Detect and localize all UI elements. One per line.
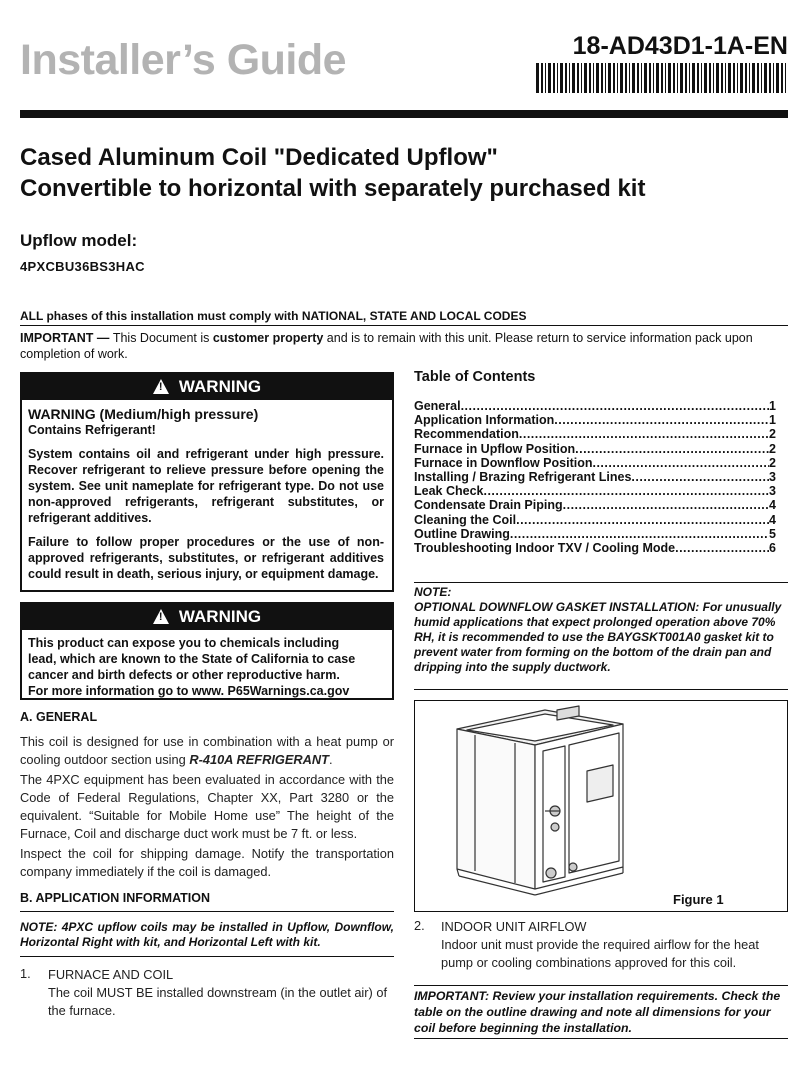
barcode-bar (593, 63, 594, 93)
important-text-2: and is to remain with this unit. Please return to service information pack upon completion of work. (20, 331, 753, 361)
cased-coil-illustration (415, 701, 787, 911)
refrigerant-type: R-410A REFRIGERANT (189, 752, 329, 767)
toc-entry-page: 2 (769, 455, 776, 470)
barcode-bar (692, 63, 695, 93)
toc-leader-dots (461, 399, 769, 413)
barcode-bar (716, 63, 719, 93)
barcode-bar (541, 63, 543, 93)
toc-leader-dots (554, 413, 769, 427)
barcode-bar (680, 63, 683, 93)
downflow-note-label: NOTE: (414, 585, 452, 599)
barcode-bar (553, 63, 555, 93)
barcode-bar (737, 63, 738, 93)
toc-entry (414, 456, 776, 470)
pressure-warning-box (20, 372, 394, 592)
warning-subtitle: Contains Refrigerant! (28, 423, 156, 437)
toc-entry-label: Installing / Brazing Refrigerant Lines (414, 470, 632, 485)
item-1-title: FURNACE AND COIL (48, 967, 174, 982)
item-2-title: INDOOR UNIT AIRFLOW (441, 919, 587, 934)
barcode-bar (761, 63, 762, 93)
section-b-heading: B. APPLICATION INFORMATION (20, 891, 211, 905)
section-a-heading: A. GENERAL (20, 710, 98, 724)
important-notice (20, 330, 788, 362)
toc-leader-dots (675, 541, 769, 555)
divider (414, 582, 788, 583)
barcode-bar (685, 63, 687, 93)
toc-entry-page: 5 (769, 526, 776, 541)
barcode-bar (665, 63, 666, 93)
downflow-note (414, 585, 788, 675)
toc-entry-label: General (414, 399, 461, 413)
barcode-bar (548, 63, 551, 93)
barcode-bar (629, 63, 630, 93)
doc-title: Installer’s Guide (20, 36, 347, 84)
document-heading (20, 142, 645, 204)
toc-entry-page: 1 (769, 413, 776, 428)
barcode-bar (584, 63, 587, 93)
toc-leader-dots (519, 427, 769, 441)
doc-number: 18-AD43D1-1A-EN (572, 32, 788, 60)
barcode-bar (689, 63, 690, 93)
barcode-bar (617, 63, 618, 93)
toc-entry-label: Cleaning the Coil (414, 512, 517, 527)
toc-leader-dots (510, 527, 769, 541)
barcode-bar (572, 63, 575, 93)
barcode-bar (673, 63, 675, 93)
important-prefix: IMPORTANT — (20, 331, 113, 345)
warning-title: WARNING (Medium/high pressure) (28, 406, 259, 422)
warning-triangle-icon: ! (153, 609, 169, 624)
toc-entry (414, 498, 776, 512)
toc-entry-label: Furnace in Upflow Position (414, 441, 576, 456)
barcode-bar (557, 63, 558, 93)
important-text-1: This Document is (112, 331, 213, 345)
barcode-bar (697, 63, 699, 93)
divider (414, 1038, 788, 1039)
warning-header-label: WARNING (178, 607, 262, 626)
toc-entry (414, 470, 776, 484)
toc-entry (414, 527, 776, 541)
barcode-bar (757, 63, 759, 93)
barcode-bar (536, 63, 539, 93)
toc-entry (414, 541, 776, 555)
divider (414, 985, 788, 986)
item-2-text: Indoor unit must provide the required airflow for the heat pump or cooling combinations approved for this coil. (441, 937, 759, 970)
figure-1-caption: Figure 1 (673, 892, 724, 907)
toc-entry-label: Troubleshooting Indoor TXV / Cooling Mode (414, 541, 676, 556)
toc-entry (414, 442, 776, 456)
section-a-paragraph-2: The 4PXC equipment has been evaluated in accordance with the Code of Federal Regulations, Chapter XX, Part 3280 or the equivalent. “Suitable for Mobile Home use” The height of the Furnace, Coil and discharge duct work must be 7 ft. or less. (20, 772, 394, 841)
barcode-bar (677, 63, 678, 93)
barcode-bar (613, 63, 615, 93)
toc-entry-page: 3 (769, 470, 776, 485)
barcode-bar (608, 63, 611, 93)
toc-entry-page: 4 (769, 498, 776, 513)
toc-leader-dots (563, 498, 769, 512)
barcode-bar (709, 63, 711, 93)
barcode-bar (721, 63, 723, 93)
barcode-bar (728, 63, 731, 93)
barcode-bar (625, 63, 627, 93)
section-a-p1-end: . (328, 752, 333, 767)
barcode-bar (596, 63, 599, 93)
item-1-text: The coil MUST BE installed downstream (in the outlet air) of the furnace. (48, 985, 388, 1018)
barcode-bar (560, 63, 563, 93)
warning-paragraph-1: System contains oil and refrigerant under high pressure. Recover refrigerant to relieve pressure before opening the system. See unit nameplate for refrigerant type. Do not use non-approved refrigerants, refrigerant substitutes, or refrigerant additives. (28, 447, 384, 525)
prop65-line-3: cancer and birth defects or other reproductive harm. (28, 668, 340, 682)
section-b-note: NOTE: 4PXC upflow coils may be installed in Upflow, Downflow, Horizontal Right with kit, and Horizontal Left with kit. (20, 920, 394, 949)
barcode-bar (641, 63, 642, 93)
barcode-bar (733, 63, 735, 93)
important-bold: customer property (212, 331, 324, 345)
prop65-line-2: lead, which are known to the State of California to case (28, 652, 356, 666)
section-a-paragraph-1 (20, 733, 394, 769)
item-1 (48, 966, 394, 1020)
figure-1-box (414, 700, 788, 912)
barcode-bar (637, 63, 639, 93)
barcode-bar (764, 63, 767, 93)
item-2-number: 2. (414, 918, 425, 933)
barcode-bar (776, 63, 779, 93)
header-rule (20, 110, 788, 118)
toc-entry-label: Application Information (414, 413, 555, 428)
barcode-bar (656, 63, 659, 93)
barcode-bar (773, 63, 774, 93)
toc-leader-dots (483, 484, 769, 498)
toc-leader-dots (575, 442, 769, 456)
barcode-bar (577, 63, 579, 93)
toc-entry (414, 484, 776, 498)
barcode-bar (668, 63, 671, 93)
warning-header-bar (22, 604, 392, 630)
toc-entry-label: Recommendation (414, 427, 519, 442)
warning-header-label: WARNING (178, 377, 262, 396)
toc-title: Table of Contents (414, 369, 536, 385)
item-2 (441, 918, 788, 972)
toc-entry-label: Outline Drawing (414, 526, 510, 541)
toc-entry (414, 413, 776, 427)
barcode-bar (740, 63, 743, 93)
warning-paragraph-2: Failure to follow proper procedures or the use of non-approved refrigerants, substitutes, or refrigerant additives could result in death, serious injury, or equipment damage. (28, 535, 384, 581)
barcode-bar (704, 63, 707, 93)
barcode-bar (785, 63, 786, 93)
barcode (536, 63, 788, 93)
barcode-bar (644, 63, 647, 93)
toc-entry-page: 6 (769, 541, 776, 556)
toc-entry-page: 3 (769, 484, 776, 499)
toc-entry (414, 399, 776, 413)
model-label: Upflow model: (20, 231, 138, 250)
divider (414, 689, 788, 690)
downflow-note-text: OPTIONAL DOWNFLOW GASKET INSTALLATION: For unusually humid applications that expect prolonged operation above 70% RH, it is recommended to use the BAYGSKT001A0 gasket kit to prevent water from forming on the bottom of the drain pan and dripping into the supply ductwork. (414, 600, 782, 674)
toc-entry-page: 2 (769, 427, 776, 442)
section-a-paragraph-3: Inspect the coil for shipping damage. Notify the transportation company immediately if the coil is damaged. (20, 846, 394, 879)
barcode-bar (725, 63, 726, 93)
toc-leader-dots (516, 513, 769, 527)
toc-entry-page: 1 (769, 399, 776, 413)
barcode-bar (745, 63, 747, 93)
section-a-p1-text: This coil is designed for use in combination with a heat pump or cooling outdoor section using (20, 734, 394, 767)
toc-entry-page: 4 (769, 512, 776, 527)
barcode-bar (749, 63, 750, 93)
barcode-bar (752, 63, 755, 93)
barcode-bar (661, 63, 663, 93)
warning-triangle-icon: ! (153, 379, 169, 394)
prop65-line-4: For more information go to www. P65Warnings.ca.gov (28, 684, 350, 698)
barcode-bar (632, 63, 635, 93)
barcode-bar (620, 63, 623, 93)
toc-entry-page: 2 (769, 441, 776, 456)
barcode-bar (701, 63, 702, 93)
barcode-bar (601, 63, 603, 93)
barcode-bar (565, 63, 567, 93)
barcode-bar (581, 63, 582, 93)
important-review-note: IMPORTANT: Review your installation requirements. Check the table on the outline drawing and note all dimensions for your coil before beginning the installation. (414, 989, 781, 1035)
toc-entry-label: Leak Check (414, 484, 484, 499)
barcode-bar (769, 63, 771, 93)
barcode-bar (653, 63, 654, 93)
barcode-bar (545, 63, 546, 93)
toc-entry (414, 427, 776, 441)
model-number: 4PXCBU36BS3HAC (20, 259, 145, 274)
toc-entry-label: Condensate Drain Piping (414, 498, 563, 513)
prop65-warning-box (20, 602, 394, 700)
barcode-bar (713, 63, 714, 93)
prop65-line-1: This product can expose you to chemicals including (28, 636, 340, 650)
table-of-contents (414, 399, 776, 555)
barcode-bar (569, 63, 570, 93)
heading-line-1: Cased Aluminum Coil "Dedicated Upflow" (20, 144, 498, 171)
toc-entry-label: Furnace in Downflow Position (414, 455, 593, 470)
toc-entry (414, 513, 776, 527)
toc-leader-dots (592, 456, 769, 470)
barcode-bar (589, 63, 591, 93)
barcode-bar (781, 63, 783, 93)
barcode-bar (649, 63, 651, 93)
item-1-number: 1. (20, 966, 31, 981)
heading-line-2: Convertible to horizontal with separately purchased kit (20, 175, 646, 202)
warning-header-bar (22, 374, 392, 400)
divider (20, 911, 394, 912)
toc-leader-dots (631, 470, 769, 484)
barcode-bar (605, 63, 606, 93)
divider (20, 956, 394, 957)
codes-compliance-line: ALL phases of this installation must comply with NATIONAL, STATE AND LOCAL CODES (20, 309, 788, 326)
